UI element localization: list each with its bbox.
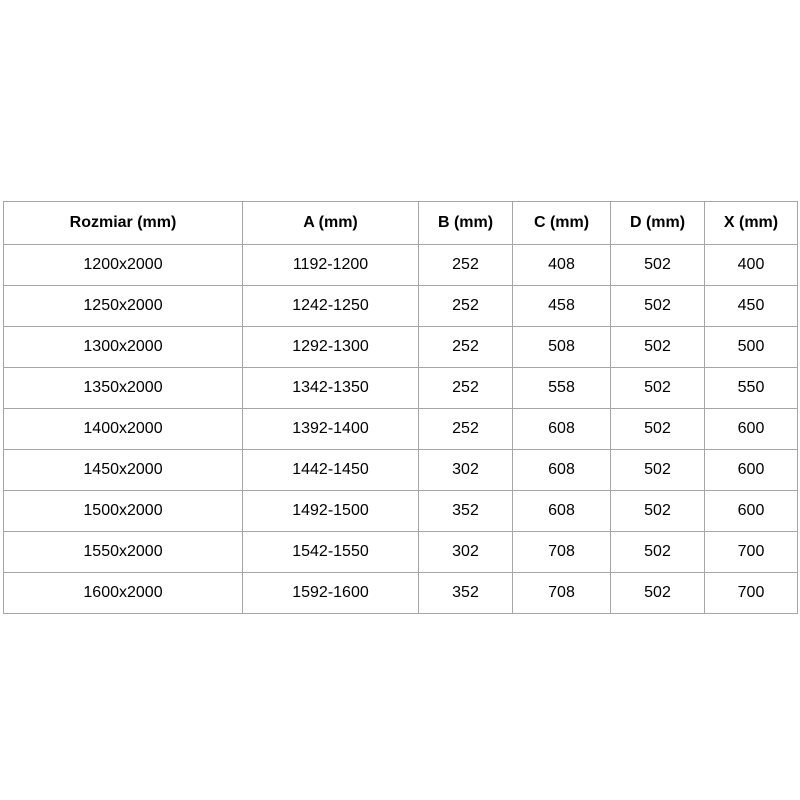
cell-c: 708 — [513, 573, 611, 614]
cell-c: 608 — [513, 450, 611, 491]
cell-b: 252 — [419, 409, 513, 450]
size-spec-table-container — [3, 201, 797, 614]
cell-d: 502 — [611, 409, 705, 450]
cell-size: 1400x2000 — [4, 409, 243, 450]
cell-b: 252 — [419, 245, 513, 286]
table-row — [4, 573, 798, 614]
cell-c: 608 — [513, 491, 611, 532]
cell-c: 708 — [513, 532, 611, 573]
cell-x: 600 — [705, 491, 798, 532]
cell-b: 352 — [419, 573, 513, 614]
cell-d: 502 — [611, 450, 705, 491]
cell-x: 700 — [705, 532, 798, 573]
cell-x: 600 — [705, 409, 798, 450]
cell-b: 252 — [419, 327, 513, 368]
cell-b: 302 — [419, 532, 513, 573]
cell-d: 502 — [611, 368, 705, 409]
cell-x: 600 — [705, 450, 798, 491]
cell-c: 508 — [513, 327, 611, 368]
cell-a: 1292-1300 — [243, 327, 419, 368]
cell-a: 1492-1500 — [243, 491, 419, 532]
cell-size: 1600x2000 — [4, 573, 243, 614]
cell-size: 1300x2000 — [4, 327, 243, 368]
cell-a: 1542-1550 — [243, 532, 419, 573]
cell-a: 1342-1350 — [243, 368, 419, 409]
cell-d: 502 — [611, 327, 705, 368]
cell-c: 408 — [513, 245, 611, 286]
table-row — [4, 286, 798, 327]
cell-d: 502 — [611, 573, 705, 614]
cell-size: 1350x2000 — [4, 368, 243, 409]
table-row — [4, 532, 798, 573]
cell-x: 550 — [705, 368, 798, 409]
col-header-c: C (mm) — [513, 202, 611, 245]
col-header-b: B (mm) — [419, 202, 513, 245]
cell-b: 252 — [419, 368, 513, 409]
cell-size: 1500x2000 — [4, 491, 243, 532]
cell-d: 502 — [611, 532, 705, 573]
cell-d: 502 — [611, 245, 705, 286]
cell-d: 502 — [611, 286, 705, 327]
cell-a: 1192-1200 — [243, 245, 419, 286]
cell-size: 1550x2000 — [4, 532, 243, 573]
size-spec-table — [3, 201, 798, 614]
cell-a: 1442-1450 — [243, 450, 419, 491]
cell-b: 302 — [419, 450, 513, 491]
cell-x: 500 — [705, 327, 798, 368]
col-header-x: X (mm) — [705, 202, 798, 245]
col-header-a: A (mm) — [243, 202, 419, 245]
cell-x: 700 — [705, 573, 798, 614]
cell-d: 502 — [611, 491, 705, 532]
table-row — [4, 450, 798, 491]
cell-x: 400 — [705, 245, 798, 286]
cell-b: 252 — [419, 286, 513, 327]
cell-size: 1450x2000 — [4, 450, 243, 491]
col-header-d: D (mm) — [611, 202, 705, 245]
table-row — [4, 409, 798, 450]
col-header-rozmiar: Rozmiar (mm) — [4, 202, 243, 245]
cell-b: 352 — [419, 491, 513, 532]
cell-c: 558 — [513, 368, 611, 409]
header-row — [4, 202, 798, 245]
cell-size: 1250x2000 — [4, 286, 243, 327]
table-row — [4, 245, 798, 286]
cell-a: 1592-1600 — [243, 573, 419, 614]
cell-a: 1392-1400 — [243, 409, 419, 450]
cell-c: 608 — [513, 409, 611, 450]
cell-a: 1242-1250 — [243, 286, 419, 327]
table-row — [4, 327, 798, 368]
cell-c: 458 — [513, 286, 611, 327]
cell-x: 450 — [705, 286, 798, 327]
cell-size: 1200x2000 — [4, 245, 243, 286]
table-row — [4, 368, 798, 409]
table-row — [4, 491, 798, 532]
